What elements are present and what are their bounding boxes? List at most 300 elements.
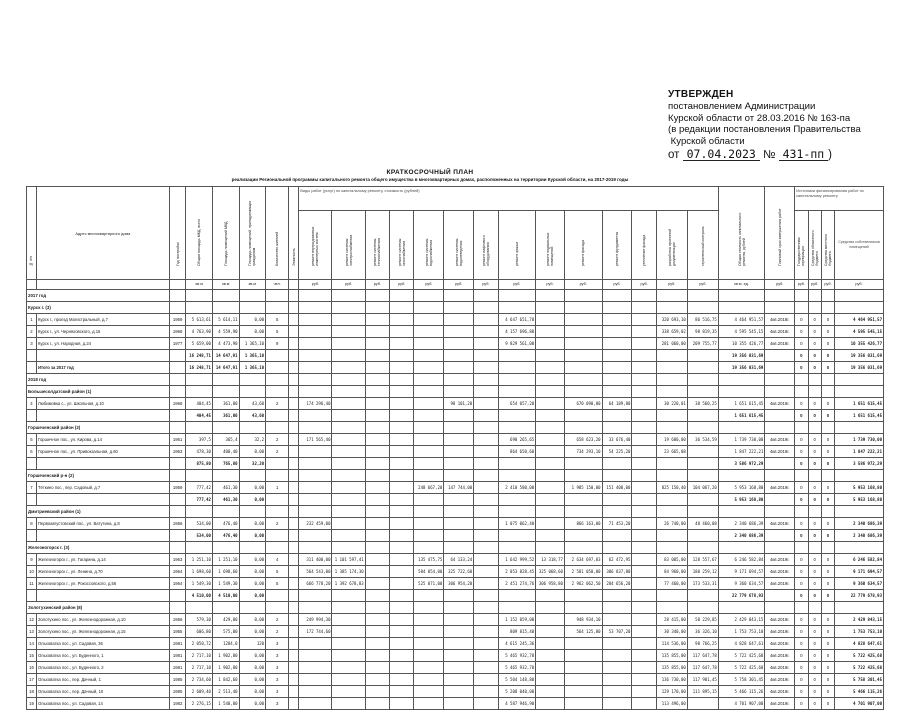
row-year: 1956	[169, 518, 186, 530]
blank-cell	[444, 506, 474, 518]
row-area-total: 534,00	[186, 518, 213, 530]
blank-cell	[365, 494, 389, 506]
row-fund-fed: 0	[795, 554, 808, 566]
blank-cell	[498, 602, 536, 614]
row-work-9	[536, 698, 565, 710]
blank-cell	[474, 410, 498, 422]
row-work-8: 5 504 148,80	[498, 674, 536, 686]
table-row	[27, 662, 884, 674]
row-work-5	[414, 662, 444, 674]
row-area-residential: 400,40	[212, 446, 239, 458]
row-work-14: 98 819,35	[687, 326, 718, 338]
row-work-12	[632, 650, 656, 662]
row-area-inhabited: 0,00	[239, 662, 266, 674]
unit-f1: руб.	[795, 280, 808, 290]
blank-cell	[765, 302, 795, 314]
row-work-5	[414, 686, 444, 698]
blank-cell	[186, 386, 213, 398]
row-work-8: 5 465 932,70	[498, 650, 536, 662]
row-year: 1977	[169, 338, 186, 350]
blank-cell	[602, 386, 632, 398]
blank-cell	[632, 302, 656, 314]
row-floors: 5	[266, 314, 289, 326]
blank-cell	[239, 290, 266, 302]
total-label	[36, 530, 169, 542]
blank-cell	[289, 290, 299, 302]
row-work-9: 325 068,60	[536, 566, 565, 578]
col-head-w3: ремонт системы теплоснабжения	[365, 211, 389, 280]
row-area-residential: 4 559,90	[212, 326, 239, 338]
row-area-inhabited: 0,00	[239, 614, 266, 626]
blank-cell	[212, 470, 239, 482]
unit-w4: руб.	[390, 280, 414, 290]
blank-cell	[212, 422, 239, 434]
row-work-7	[474, 578, 498, 590]
blank-cell	[186, 542, 213, 554]
row-work-6: 325 722,60	[444, 566, 474, 578]
total-fund-reg: 0	[808, 494, 821, 506]
blank-cell	[266, 458, 289, 470]
row-work-3	[365, 662, 389, 674]
total-fund-loc: 0	[821, 410, 834, 422]
row-area-inhabited: 43,60	[239, 398, 266, 410]
blank-cell	[289, 566, 299, 578]
row-work-2	[332, 398, 365, 410]
blank-cell	[795, 374, 808, 386]
total-cost: 5 953 168,80	[718, 494, 765, 506]
blank-cell	[474, 302, 498, 314]
blank-cell	[186, 470, 213, 482]
row-work-9	[536, 674, 565, 686]
blank-cell	[444, 290, 474, 302]
table-row	[27, 566, 884, 578]
blank-cell	[564, 374, 602, 386]
row-area-inhabited: 0,00	[239, 674, 266, 686]
row-area-total: 5 659,00	[186, 338, 213, 350]
blank-cell	[564, 542, 602, 554]
blank-cell	[687, 386, 718, 398]
row-year: 1964	[169, 566, 186, 578]
row-work-10	[564, 686, 602, 698]
blank-cell	[390, 386, 414, 398]
row-work-5: 525 071,00	[414, 578, 444, 590]
row-work-12	[632, 554, 656, 566]
row-work-2	[332, 674, 365, 686]
row-work-8: 9 829 561,00	[498, 338, 536, 350]
row-work-6	[444, 446, 474, 458]
row-fund-own: 1 847 222,21	[835, 446, 884, 458]
row-area-inhabited: 0,00	[239, 686, 266, 698]
row-work-4	[390, 566, 414, 578]
blank-cell	[474, 290, 498, 302]
row-work-6: 98 101,20	[444, 398, 474, 410]
blank-cell	[536, 494, 565, 506]
row-work-9	[536, 662, 565, 674]
blank-cell	[169, 290, 186, 302]
row-fund-reg: 0	[808, 338, 821, 350]
blank-cell	[266, 542, 289, 554]
blank-cell	[498, 506, 536, 518]
blank-cell	[687, 458, 718, 470]
blank-cell	[602, 542, 632, 554]
blank-cell	[212, 374, 239, 386]
total-label	[36, 350, 169, 362]
row-num: 1	[27, 314, 37, 326]
blank-cell	[821, 602, 834, 614]
row-work-1	[299, 314, 332, 326]
row-work-13: 77 460,00	[656, 578, 687, 590]
blank-cell	[498, 458, 536, 470]
row-work-11: 71 453,20	[602, 518, 632, 530]
table-row	[27, 698, 884, 710]
row-fund-fed: 0	[795, 518, 808, 530]
row-work-10	[564, 338, 602, 350]
row-work-12	[632, 614, 656, 626]
blank-cell	[632, 542, 656, 554]
blank-cell	[289, 662, 299, 674]
row-area-residential: 4 473,90	[212, 338, 239, 350]
total-num	[27, 530, 37, 542]
row-area-total: 579,30	[186, 614, 213, 626]
row-work-5	[414, 314, 444, 326]
row-area-inhabited: 0,00	[239, 698, 266, 710]
blank-cell	[289, 326, 299, 338]
row-work-8: 1 642 999,52	[498, 554, 536, 566]
total-area-total: 16 248,71	[186, 350, 213, 362]
row-term: 4кв.2019г.	[765, 686, 795, 698]
row-work-11: 53 707,20	[602, 626, 632, 638]
row-work-11	[602, 326, 632, 338]
blank-cell	[795, 302, 808, 314]
row-address: Золотухино пос., ул. Железнодорожная, д.10	[36, 614, 169, 626]
blank-cell	[564, 362, 602, 374]
blank-cell	[536, 530, 565, 542]
row-work-5	[414, 326, 444, 338]
blank-cell	[656, 410, 687, 422]
unit-term: руб.	[765, 280, 795, 290]
blank-cell	[718, 470, 765, 482]
total-fund-reg: 0	[808, 362, 821, 374]
blank-cell	[365, 386, 389, 398]
row-work-1: 172 744,60	[299, 626, 332, 638]
blank-cell	[289, 590, 299, 602]
row-fund-own: 10 355 426,77	[835, 338, 884, 350]
row-work-12	[632, 326, 656, 338]
row-work-4	[390, 674, 414, 686]
row-area-residential: 1 698,60	[212, 566, 239, 578]
row-work-2	[332, 518, 365, 530]
blank-cell	[656, 302, 687, 314]
row-fund-fed: 0	[795, 434, 808, 446]
blank-cell	[289, 410, 299, 422]
row-term: 4кв.2019г.	[765, 482, 795, 494]
row-area-total: 404,45	[186, 398, 213, 410]
row-work-2	[332, 614, 365, 626]
row-work-4	[390, 626, 414, 638]
blank-cell	[498, 350, 536, 362]
blank-cell	[498, 590, 536, 602]
blank-cell	[687, 590, 718, 602]
blank-cell	[266, 506, 289, 518]
row-work-12	[632, 398, 656, 410]
row-area-total: 397,5	[186, 434, 213, 446]
col-head-w13: разработка проектной документации	[656, 211, 687, 280]
blank-cell	[795, 290, 808, 302]
row-fund-own: 1 739 730,00	[835, 434, 884, 446]
row-cost: 4 595 545,15	[718, 326, 765, 338]
row-num: 19	[27, 698, 37, 710]
blank-cell	[632, 422, 656, 434]
table-row	[27, 554, 884, 566]
row-address: Горшечное пос., ул. Кирова, д.14	[36, 434, 169, 446]
blank-cell	[687, 542, 718, 554]
blank-cell	[536, 350, 565, 362]
blank-cell	[474, 350, 498, 362]
unit-w10: руб.	[564, 280, 602, 290]
blank-cell	[444, 362, 474, 374]
row-floors: 3	[266, 698, 289, 710]
row-term: 4кв.2019г.	[765, 698, 795, 710]
row-cost: 10 355 426,77	[718, 338, 765, 350]
table-row	[27, 614, 884, 626]
row-work-9	[536, 446, 565, 458]
row-cost: 2 340 686,39	[718, 518, 765, 530]
blank-cell	[835, 602, 884, 614]
group-label: Дмитриевский район (1)	[27, 506, 170, 518]
blank-cell	[498, 374, 536, 386]
blank-cell	[390, 350, 414, 362]
table-row	[27, 674, 884, 686]
total-fund-loc: 0	[821, 362, 834, 374]
row-fund-own: 5 466 115,26	[835, 686, 884, 698]
row-fund-fed: 0	[795, 674, 808, 686]
unit-w12: руб.	[632, 280, 656, 290]
row-work-10	[564, 650, 602, 662]
row-work-3	[365, 686, 389, 698]
row-work-11	[602, 314, 632, 326]
blank-cell	[239, 602, 266, 614]
row-fund-loc: 0	[821, 554, 834, 566]
row-work-7	[474, 638, 498, 650]
row-work-2	[332, 314, 365, 326]
unit-w11: руб.	[602, 280, 632, 290]
blank-cell	[687, 470, 718, 482]
row-fund-reg: 0	[808, 398, 821, 410]
row-work-8: 4 157 696,80	[498, 326, 536, 338]
col-head-w11: ремонт фундамента	[602, 211, 632, 280]
row-area-total: 4 763,90	[186, 326, 213, 338]
row-work-11	[602, 614, 632, 626]
blank-cell	[266, 374, 289, 386]
row-work-8: 809 815,40	[498, 626, 536, 638]
blank-cell	[332, 530, 365, 542]
blank-cell	[808, 602, 821, 614]
row-work-5: 248 667,20	[414, 482, 444, 494]
row-work-12	[632, 698, 656, 710]
row-work-8: 690 265,65	[498, 434, 536, 446]
row-fund-loc: 0	[821, 614, 834, 626]
total-fund-reg: 0	[808, 458, 821, 470]
blank-cell	[390, 410, 414, 422]
row-fund-loc: 0	[821, 650, 834, 662]
row-address: Ольховатка пос., ул. Садовая, 14	[36, 698, 169, 710]
blank-cell	[632, 494, 656, 506]
blank-cell	[718, 506, 765, 518]
row-floors: 2	[266, 518, 289, 530]
col-head-w14: строительный контроль	[687, 211, 718, 280]
row-cost: 4 828 647,61	[718, 638, 765, 650]
total-num	[27, 494, 37, 506]
row-num: 18	[27, 686, 37, 698]
row-work-14: 38 560,25	[687, 398, 718, 410]
approval-number-prefix: №	[763, 149, 776, 162]
blank-cell	[765, 362, 795, 374]
total-row	[27, 458, 884, 470]
row-year: 1969	[169, 314, 186, 326]
blank-cell	[718, 374, 765, 386]
blank-cell	[289, 506, 299, 518]
row-work-8: 4 615 245,36	[498, 638, 536, 650]
total-num	[27, 590, 37, 602]
row-work-13: 113 496,00	[656, 698, 687, 710]
blank-cell	[332, 374, 365, 386]
row-term: 4кв.2019г.	[765, 626, 795, 638]
blank-cell	[835, 374, 884, 386]
blank-cell	[687, 290, 718, 302]
blank-cell	[821, 422, 834, 434]
total-area-total: 404,45	[186, 410, 213, 422]
blank-cell	[414, 410, 444, 422]
row-work-13: 320 693,10	[656, 314, 687, 326]
row-term: 4кв.2019г.	[765, 650, 795, 662]
blank-cell	[444, 350, 474, 362]
total-fund-fed: 0	[795, 458, 808, 470]
row-work-3	[365, 314, 389, 326]
row-work-13: 129 170,00	[656, 686, 687, 698]
row-work-12	[632, 482, 656, 494]
row-area-inhabited: 1 365,10	[239, 338, 266, 350]
row-fund-loc: 0	[821, 518, 834, 530]
row-work-11	[602, 674, 632, 686]
blank-cell	[332, 350, 365, 362]
row-work-10: 564 125,80	[564, 626, 602, 638]
blank-cell	[536, 542, 565, 554]
blank-cell	[444, 590, 474, 602]
row-work-5	[414, 398, 444, 410]
unit-residents: чел.	[266, 280, 289, 290]
row-work-1: 666 778,20	[299, 578, 332, 590]
row-work-9	[536, 518, 565, 530]
row-work-13: 30 220,01	[656, 398, 687, 410]
blank-cell	[765, 470, 795, 482]
row-work-10	[564, 326, 602, 338]
row-work-3	[365, 650, 389, 662]
total-area-residential: 461,30	[212, 494, 239, 506]
col-head-fund-own: Средства собственников помещений	[835, 211, 884, 280]
blank-cell	[808, 470, 821, 482]
blank-cell	[299, 494, 332, 506]
row-fund-loc: 0	[821, 638, 834, 650]
blank-cell	[602, 506, 632, 518]
blank-cell	[632, 290, 656, 302]
row-work-11	[602, 698, 632, 710]
blank-cell	[795, 542, 808, 554]
row-num: 14	[27, 638, 37, 650]
blank-cell	[169, 506, 186, 518]
row-term: 4кв.2019г.	[765, 674, 795, 686]
total-area-total: 16 248,71	[186, 362, 213, 374]
row-work-2	[332, 626, 365, 638]
row-work-14: 117 647,78	[687, 662, 718, 674]
row-cost: 6 246 582,84	[718, 554, 765, 566]
row-work-7	[474, 518, 498, 530]
blank-cell	[365, 602, 389, 614]
row-area-inhabited: 0,00	[239, 314, 266, 326]
total-row	[27, 350, 884, 362]
row-work-7	[474, 482, 498, 494]
row-floors: 4	[266, 554, 289, 566]
blank-cell	[795, 470, 808, 482]
blank-cell	[656, 386, 687, 398]
blank-cell	[821, 542, 834, 554]
unit-w13: руб.	[656, 280, 687, 290]
row-fund-loc: 0	[821, 578, 834, 590]
row-work-11	[602, 650, 632, 662]
table-row	[27, 626, 884, 638]
row-work-1	[299, 326, 332, 338]
row-fund-loc: 0	[821, 662, 834, 674]
row-work-8: 864 650,60	[498, 446, 536, 458]
row-term: 4кв.2019г.	[765, 614, 795, 626]
row-work-6	[444, 314, 474, 326]
blank-cell	[687, 494, 718, 506]
blank-cell	[414, 530, 444, 542]
row-floors: 5	[266, 566, 289, 578]
blank-cell	[808, 506, 821, 518]
row-cost: 5 722 425,68	[718, 650, 765, 662]
row-area-residential: 5 614,11	[212, 314, 239, 326]
row-area-residential: 1 540,00	[212, 698, 239, 710]
row-area-inhabited: 0,00	[239, 446, 266, 458]
total-num	[27, 458, 37, 470]
total-row	[27, 530, 884, 542]
blank-cell	[414, 350, 444, 362]
row-work-2: 1 101 597,41	[332, 554, 365, 566]
row-cost: 5 953 168,80	[718, 482, 765, 494]
row-work-7	[474, 434, 498, 446]
row-year: 1968	[169, 326, 186, 338]
blank-cell	[821, 302, 834, 314]
row-work-10: 2 581 050,00	[564, 566, 602, 578]
row-work-11	[602, 638, 632, 650]
row-work-5	[414, 698, 444, 710]
row-work-6	[444, 698, 474, 710]
section-head-works: Виды работ (услуг) по капитальному ремонту, стоимость (рублей)	[299, 187, 719, 211]
blank-cell	[632, 350, 656, 362]
blank-cell	[687, 350, 718, 362]
row-floors: 2	[266, 614, 289, 626]
row-floors: 3	[266, 674, 289, 686]
blank-cell	[821, 290, 834, 302]
blank-cell	[656, 542, 687, 554]
blank-cell	[632, 374, 656, 386]
table-row	[27, 650, 884, 662]
row-fund-loc: 0	[821, 482, 834, 494]
row-work-6	[444, 626, 474, 638]
row-num: 17	[27, 674, 37, 686]
row-work-1	[299, 482, 332, 494]
table-row	[27, 314, 884, 326]
